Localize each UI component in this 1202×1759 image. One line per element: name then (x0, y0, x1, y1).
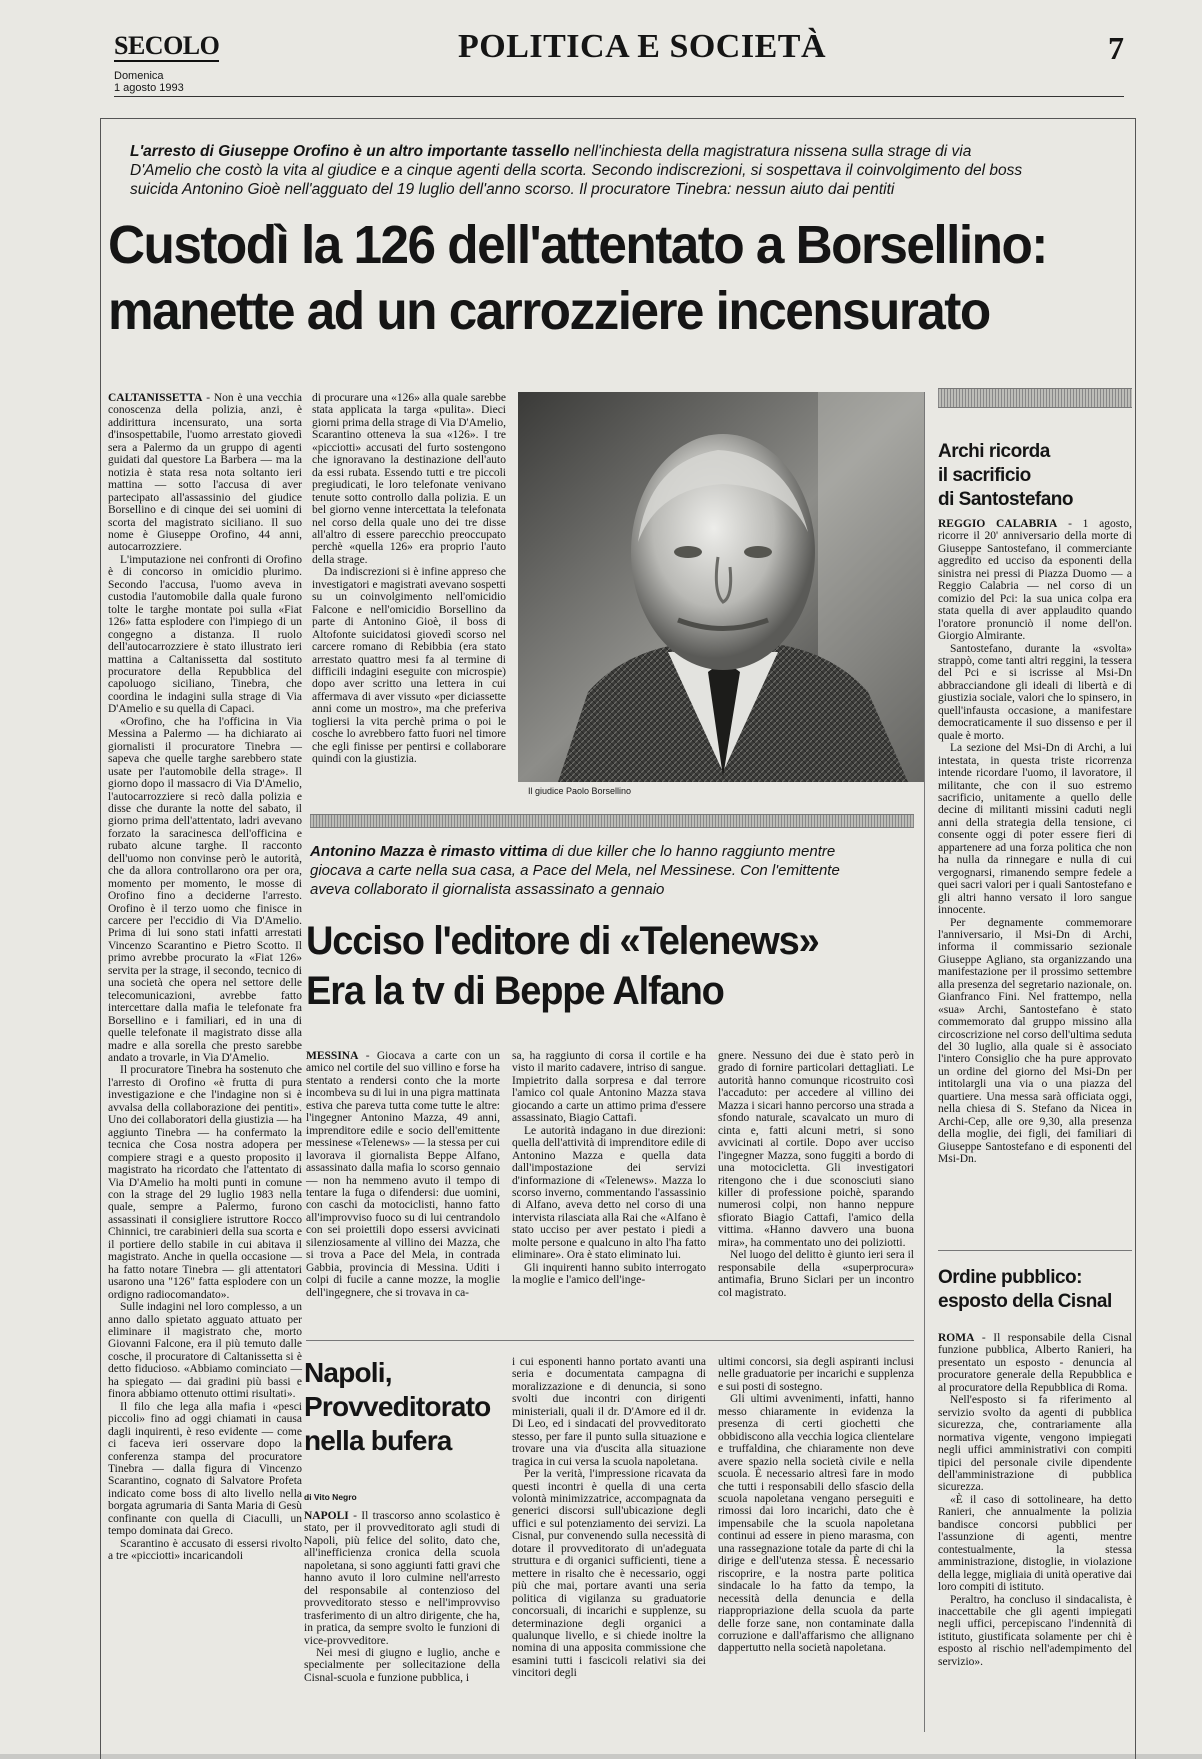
napoli-dateline: NAPOLI (304, 1510, 349, 1522)
side1-p1: Santostefano, durante la «svolta» strappò, come tanti altri reggini, la tessera del Pci e si iscrisse al Msi-Dn abbracciandone gli ideali di libertà e di giustizia sociale, valori che lo spinsero, in quell'infausta occasione, a manifestare democraticamente il suo dissenso e per il quale è morto. (938, 642, 1132, 742)
masthead (114, 28, 1124, 97)
side1-headline-line1: Archi ricorda (938, 441, 1050, 462)
page-number: 7 (1108, 30, 1124, 66)
telenews-col2-p2: Gli inquirenti hanno subito interrogato la moglie e l'amico dell'inge- (512, 1261, 706, 1287)
photo-caption: Il giudice Paolo Borsellino (528, 786, 632, 796)
side1-column (938, 518, 1132, 1260)
telenews-headline-line1: Ucciso l'editore di «Telenews» (306, 919, 819, 963)
main-kicker-bold: L'arresto di Giuseppe Orofino è un altro importante tassello (130, 143, 570, 160)
main-col2-p1: Da indiscrezioni si è infine appreso che investigatori e magistrati avevano sospetti su un coinvolgimento nell'omicidio Falcone e nell'omicidio Borsellino da parte di Antonino Gioè, il boss di Altofonte suicidatosi giovedì scorso nel carcere romano di Rebibbia (era stato arrestato quattro mesi fa al termine di difficili indagini eseguite con microspie) dopo aver scritto una lettera in cui affermava di aver vissuto «per diciassette anni come un mostro», ma che preferiva togliersi la vita perchè prima o poi le cosche lo avrebbero fatto fuori nel timore che egli finisse per pentirsi e collaborare quindi con la giustizia. (312, 566, 506, 766)
side2-p3: Peraltro, ha concluso il sindacalista, è inaccettabile che gli agenti impiegati negli uffici, percepiscano l'indennità di istituto, giustificata solamente per chi è esposto al rischio nell'adempimento del servizio». (938, 1593, 1132, 1668)
side1-p0: - 1 agosto, ricorre il 20' anniversario della morte di Giuseppe Santostefano, il commerciante aggredito ed ucciso da esponenti della sinistra nei pressi di Piazza Duomo — a Reggio Calabria — nel corso di un comizio del Pci: la sua unica colpa era stata quella di aver applaudito quando l'oratore pronunciò il nome dell'on. Giorgio Almirante. (938, 518, 1132, 643)
telenews-kicker-bold: Antonino Mazza è rimasto vittima (310, 843, 548, 860)
main-dateline: CALTANISSETTA (108, 392, 203, 404)
side2-dateline: ROMA (938, 1332, 975, 1344)
side2-headline-line1: Ordine pubblico: (938, 1267, 1082, 1288)
napoli-column-2 (512, 1356, 706, 1732)
side2-p1: Nell'esposto si fa riferimento al servizio svolto da agenti di pubblica sicurezza, che, contrariamente alla normativa vigente, vengono impiegati negli uffici amministrativi con compiti tipici del personale civile dipendente dell'amministrazione di pubblica sicurezza. (938, 1394, 1132, 1494)
section-title: POLITICA E SOCIETÀ (458, 28, 826, 65)
telenews-kicker-text: di due killer che lo hanno raggiunto mentre giocava a carte nella sua casa, a Pace del Mela, nel Messinese. Con l'emittente aveva collaborato il giornalista assassinato a gennaio (310, 843, 840, 898)
issue-date (114, 70, 184, 94)
main-col1-p2: «Orofino, che ha l'officina in Via Messina a Palermo — ha dichiarato ai giornalisti il procuratore Tinebra — sapeva che quelle targhe sarebbero state usate per l'automobile della strage». Il giorno dopo il massacro di Via D'Amelio, l'autocarrozziere si recò dalla polizia e disse che durante la notte del sabato, il giorno prima dell'attentato, ladri avevano forzato la saracinesca dell'officina e rubato alcune targhe. Il racconto dell'uomo non convinse però le autorità, che da allora controllarono ora per ora, momento per momento, le mosse di Orofino fino a deciderne l'arresto. Orofino è il terzo uomo che finisce in carcere per l'eccidio di Via D'Amelio. Prima di lui sono stati infatti arrestati Vincenzo Scarantino e Pietro Scotto. Il primo avrebbe procurato la «Fiat 126» servita per la strage, il secondo, tecnico di una società che opera nel settore delle telecomunicazioni, avrebbe fatto intercettare dalla mafia le telefonate fra Borsellino e i familiari, ed in una di quelle telefonate il magistrato disse alla madre e alla sorella che presto sarebbe andato a trovarle, in Via D'Amelio. (108, 715, 302, 1065)
main-column-1 (108, 392, 302, 1563)
side-story-bar (938, 388, 1132, 408)
side1-headline-line2: il sacrificio (938, 465, 1031, 486)
napoli-separator (306, 1340, 914, 1341)
napoli-col3-p0: ultimi concorsi, sia degli aspiranti inclusi nelle graduatorie per incarichi e supplenza e sui posti di sostegno. (718, 1356, 914, 1393)
napoli-col1-p1: Nei mesi di giugno e luglio, anche e specialmente per sollecitazione della Cisnal-scuola e funzione pubblica, i (304, 1646, 500, 1684)
napoli-column-1 (304, 1510, 500, 1732)
telenews-col2-p0: sa, ha raggiunto di corsa il cortile e ha visto il marito cadavere, intriso di sangue. Impietrito dalla sorpresa e dal terrore l'amico col quale Antonino Mazza stava giocando a carte un attimo prima d'essere assassinato, Biagio Cattafi. (512, 1050, 706, 1125)
napoli-headline (304, 1356, 504, 1458)
side1-headline-line3: di Santostefano (938, 489, 1074, 510)
main-headline (108, 212, 1058, 344)
telenews-column-3 (718, 1050, 914, 1334)
main-headline-line2: manette ad un carrozziere incensurato (108, 281, 990, 341)
side2-headline (938, 1266, 1132, 1314)
telenews-column-2 (512, 1050, 706, 1334)
napoli-col2-p1: Per la verità, l'impressione ricavata da questi incontri è quella di una certa volontà minimizzatrice, accompagnata da generici discorsi sull'ubicazione degli uffici e sul potenziamento dei servizi. La Cisnal, pur convenendo sulla necessità di dotare il provveditorato di un'adeguata struttura e di organici sufficienti, tiene a mettere in risalto che è necessario, oggi più che mai, portare avanti una seria politica di vigilanza su graduatorie concorsuali, di incarichi e supplenze, su determinazione degli organici a qualunque livello, e si chiede inoltre la nomina di una apposita commissione che esamini tutti i fascicoli relativi sia dei vincitori degli (512, 1468, 706, 1680)
main-kicker-text: nell'inchiesta della magistratura nissena sulla strage di via D'Amelio che costò la vita al giudice e a cinque agenti della scorta. Secondo indiscrezioni, si sospettava il coinvolgimento del boss suicida Antonino Gioè nell'agguato del 19 luglio dell'anno scorso. Il procuratore Tinebra: nessun aiuto dai pentiti (130, 143, 1023, 198)
main-col1-p1: L'imputazione nei confronti di Orofino è di concorso in omicidio plurimo. Secondo l'accusa, l'uomo aveva in custodia l'automobile dalla quale furono tolte le targhe montate poi sulla «Fiat 126» fatta esplodere con l'impiego di un congegno a distanza. Il ruolo dell'autocarrozziere è stato illustrato ieri mattina a Caltanissetta dal sostituto procuratore della Repubblica del capoluogo siciliano, Tinebra, che coordina le indagini sulla strage di Via D'Amelio e su quella di Capaci. (108, 553, 302, 716)
side1-headline (938, 440, 1132, 512)
main-column-2 (312, 392, 506, 796)
napoli-headline-line2: Provveditorato (304, 1391, 491, 1422)
newspaper-logo: SECOLO (114, 31, 220, 60)
telenews-column-1 (306, 1050, 500, 1334)
telenews-headline (306, 916, 876, 1016)
telenews-col2-p1: Le autorità indagano in due direzioni: quella dell'attività di imprenditore edile di Antonino Mazza e quella data dall'impostazione dei servizi d'informazione di «Telenews». Mazza lo scorso inverno, commentando l'assassinio di Alfano, aveva detto nel corso di una intervista rilasciata alla Rai che «Alfano è stato ucciso per aver pestato i piedi a molte persone e qualcuno in alto l'ha fatto eliminare». Ora è stato eliminato lui. (512, 1124, 706, 1262)
main-kicker (130, 142, 1030, 199)
side-separator (938, 1250, 1132, 1251)
main-col1-p3: Il procuratore Tinebra ha sostenuto che l'arresto di Orofino «è frutta di pura investigazione e che l'indagine non si è avvalsa della collaborazione dei pentiti». Uno dei collaboratori della giustizia — ha aggiunto Tinebra — ha confermato la tecnica che Cosa nostra adopera per compiere stragi e a questo proposito il magistrato ha ricordato che l'attentato di Via D'Amelio ha molti punti in comune con la strage del 29 luglio 1983 nella quale, sempre a Palermo, furono assassinati il consigliere istruttore Rocco Chinnici, tre carabinieri della sua scorta e il portiere dello stabile in cui abitava il magistrato. Anche in quella occasione — ha fatto notare Tinebra — gli attentatori usarono una "126" fatta esplodere con un ordigno radiocomandato». (108, 1064, 302, 1301)
issue-day: Domenica (114, 70, 164, 82)
main-col1-p5: Il filo che lega alla mafia i «pesci piccoli» fino ad oggi chiamati in causa dagli inquirenti, è reso evidente — come ci faceva ieri osservare dopo la conferenza stampa del procuratore Tinebra — dalla figura di Vincenzo Scarantino, cognato di Salvatore Profeta indicato come boss di alto livello nella borgata agrumaria di Santa Maria di Gesù confinante con quella di Ciaculli, un tempo dominata dai Greco. (108, 1400, 302, 1538)
telenews-bar (310, 814, 914, 828)
telenews-col3-p0: gnere. Nessuno dei due è stato però in grado di fornire particolari dettagliati. Le autorità hanno comunque ricostruito così l'accaduto: per accedere al villino dei Mazza i sicari hanno percorso una strada a sfondo naturale, scavalcato un muro di cinta e, fatti alcuni metri, si sono avvicinati al cortile. Dopo aver ucciso l'ingegner Mazza, sono fuggiti a bordo di una motocicletta. Gli investigatori ritengono che i due sconosciuti siano killer di professione poichè, sparando numerosi colpi, non hanno neppure sfiorato Biagio Cattafi, l'amico della vittima. «Hanno davvero una buona mira», ha commentato uno dei poliziotti. (718, 1050, 914, 1249)
napoli-byline: di Vito Negro (304, 1492, 357, 1502)
napoli-headline-line1: Napoli, (304, 1357, 392, 1388)
telenews-dateline: MESSINA (306, 1050, 359, 1062)
column-divider (924, 392, 925, 1732)
side1-p2: La sezione del Msi-Dn di Archi, a lui intestata, in questa triste ricorrenza intende ricordare l'uomo, il lavoratore, il militante, che con il suo estremo sacrificio, unitamente a quello delle decine di militanti missini caduti negli anni della strategia della tensione, ci consente oggi di poter essere fieri di appartenere ad una forza politica che non ha nulla da rinnegare e nulla di cui vergognarsi, rimanendo sempre fedele a quei sacri valori per i quali Santostefano e gli altri hanno versato il loro sangue innocente. (938, 742, 1132, 917)
side2-p2: «È il caso di sottolineare, ha detto Ranieri, che annualmente la polizia bandisce concorsi pubblici per l'assunzione di agenti, mentre contestualmente, la stessa amministrazione, distoglie, in violazione della legge, migliaia di unità operative dai loro compiti di istituto. (938, 1493, 1132, 1594)
main-col1-p4: Sulle indagini nel loro complesso, a un anno dallo spietato agguato attuato per eliminare il magistrato che, morto Giovanni Falcone, era il più temuto dalle cosche, il procuratore di Caltanissetta si è detto fiducioso. «Abbiamo cominciato — ha spiegato — dai gradini più bassi e finora abbiamo ottenuto ottimi risultati». (108, 1301, 302, 1401)
main-headline-line1: Custodì la 126 dell'attentato a Borsellino: (108, 215, 1047, 275)
side1-dateline: REGGIO CALABRIA (938, 518, 1058, 530)
portrait-image (518, 392, 924, 782)
napoli-col2-p0: i cui esponenti hanno portato avanti una seria e documentata campagna di moralizzazione e di denuncia, si sono svolti due incontri con dirigenti ministeriali, quali il dr. D'Amore ed il dr. Di Leo, ed i sindacati del provveditorato stesso, per fare il punto sulla situazione e trovare una via d'uscita alla situazione tragica in cui versa la scuola napoletana. (512, 1356, 706, 1468)
telenews-headline-line2: Era la tv di Beppe Alfano (306, 969, 724, 1013)
main-col1-p6: Scarantino è accusato di essersi rivolto a tre «picciotti» incaricandoli (108, 1537, 302, 1563)
napoli-headline-line3: nella bufera (304, 1425, 452, 1456)
napoli-col1-p0: - Il trascorso anno scolastico è stato, per il provveditorato agli studi di Napoli, più felice del solito, dato che, all'inefficienza cronica della scuola napoletana, si sono aggiunti fatti gravi che hanno avuto il loro culmine nell'arresto del responsabile al contenzioso del provveditorato stesso e nell'improvviso trasferimento di un altro dirigente, che ha, in pratica, da sempre svolto le funzioni di vice-provveditore. (304, 1510, 500, 1647)
napoli-col3-p1: Gli ultimi avvenimenti, infatti, hanno messo chiaramente in evidenza la presenza di certi giochetti che obbidiscono alla vecchia logica clientelare e truffaldina, che chiaramente non deve avere spazio nella società civile e nella scuola. È necessario altresì fare in modo che tutti i responsabili dello sfascio della scuola napoletana vengano perseguiti e rimossi dai loro incarichi, dato che è impensabile che la scuola napoletana continui ad essere in pieno marasma, con una rassegnazione totale da parte di chi la dirige e dell'utenza stessa. È necessario riscoprire, e la nostra parte politica sindacale lo ha fatto da tempo, la necessità della denuncia e della riappropriazione della scuola da parte delle forze sane, non contaminate dalla corruzione e dall'affarismo che allignano dappertutto nella società napoletana. (718, 1393, 914, 1655)
side1-p3: Per degnamente commemorare l'anniversario, il Msi-Dn di Archi, informa il commissario sezionale Giuseppe Agliano, sta organizzando una manifestazione per il prossimo settembre alla presenza del segretario nazionale, on. Gianfranco Fini. Nel frattempo, nella «sua» Archi, Santostefano è stato commemorato dal gruppo missino alla circoscrizione nel corso dell'ultima seduta del 30 luglio, alla quale si è associato l'intero Consiglio che ha pure approvato un ordine del giorno del Msi-Dn per intitolargli una via o una piazza del quartiere. Una messa sarà officiata oggi, nella chiesa di S. Stefano da Nicea in Archi-Cep, alle ore 9,30, alla presenza della moglie, dei figli, dei familiari di Giuseppe Santostefano e di esponenti del Msi-Dn. (938, 916, 1132, 1166)
side2-column (938, 1332, 1132, 1732)
napoli-column-3 (718, 1356, 914, 1732)
telenews-kicker (310, 842, 870, 899)
side2-p0: - Il responsabile della Cisnal funzione pubblica, Alberto Ranieri, ha presentato un esposto - denuncia al procuratore generale della Repubblica e al procuratore della Repubblica di Roma. (938, 1332, 1132, 1394)
issue-day-date: 1 agosto 1993 (114, 82, 184, 94)
telenews-col1-p0: - Giocava a carte con un amico nel cortile del suo villino e forse ha stentato a rendersi conto che la morte incombeva su di lui in una pigra mattinata estiva che pareva tutta come tutte le altre: l'ingegner Antonino Mazza, 49 anni, imprenditore edile e socio dell'emittente messinese «Telenews» — la stessa per cui lavorava il giornalista Beppe Alfano, assassinato dalla mafia lo scorso gennaio — non ha nemmeno avuto il tempo di tentare la fuga o difendersi: due uomini, con caschi da motociclisti, hanno fatto all'improvviso fuoco su di lui centrandolo con sei proiettili dopo essersi avvicinati silenziosamente al villino dei Mazza, che si trova a Pace del Mela, in contrada Gabbia, provincia di Messina. Uditi i colpi di fucile a canne mozze, la moglie dell'ingegnere, che si trovava in ca- (306, 1050, 501, 1299)
side2-headline-line2: esposto della Cisnal (938, 1291, 1112, 1312)
main-col2-p0: di procurare una «126» alla quale sarebbe stata applicata la targa «pulita». Dieci giorni prima della strage di Via D'Amelio, Scarantino otteneva la sua «126». I tre «picciotti» accusati del furto sostengono che ignoravano la destinazione dell'auto da essi rubata. Essendo tutti e tre piccoli pregiudicati, le loro telefonate venivano tenute sotto controllo dalla polizia. E un bel giorno venne intercettata la telefonata nel corso della quale uno dei tre disse all'altro di essere parecchio preoccupato perchè «quella 126» era proprio l'auto della strage. (312, 392, 506, 566)
borsellino-photo (518, 392, 924, 782)
telenews-col3-p1: Nel luogo del delitto è giunto ieri sera il responsabile della «superprocura» antimafia, Bruno Siclari per un incontro col magistrato. (718, 1249, 914, 1299)
main-col1-p0: - Non è una vecchia conoscenza della polizia, anzi, è addirittura incensurato, una sorta d'insospettabile, l'uomo arrestato giovedì sera a Palermo da un gruppo di agenti guidati dal questore La Barbera — ma la notizia è stata resa nota soltanto ieri mattina — sotto l'accusa di aver partecipato all'assassinio del giudice Borsellino e di cinque dei sei uomini di scorta del magistrato siciliano. Il suo nome è Giuseppe Orofino, 44 anni, autocarrozziere. (108, 392, 302, 554)
